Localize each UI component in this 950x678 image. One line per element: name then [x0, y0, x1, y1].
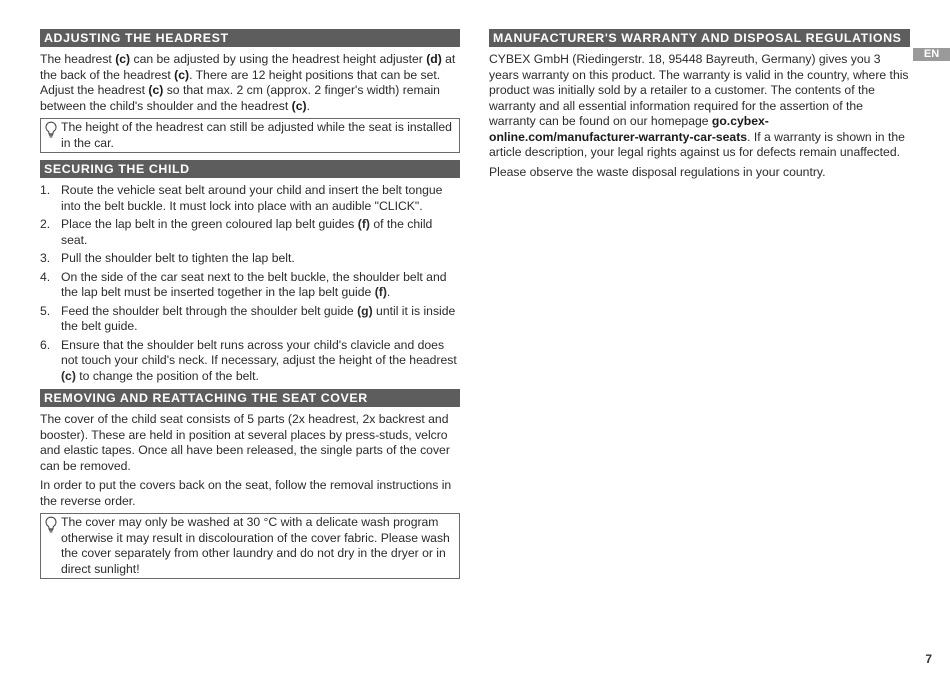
list-item — [40, 251, 460, 267]
reference-label: (d) — [426, 52, 442, 66]
step-number: 4. — [40, 269, 51, 284]
text-segment: The headrest — [40, 52, 116, 66]
paragraph — [489, 52, 910, 161]
warranty-text: CYBEX GmbH (Riedingerstr. 18, 95448 Bayreuth, Germany) gives you 3 years warranty on this product. The warranty is valid in the country, where this product was initially sold by a retailer to a customer. The contents of the warranty and all essential information required for the assertion of the warranty can be found on our homepage — [489, 52, 909, 128]
step-text — [61, 270, 447, 300]
section-securing — [40, 160, 460, 384]
section-heading: MANUFACTURER'S WARRANTY AND DISPOSAL REGULATIONS — [489, 29, 910, 47]
step-number: 2. — [40, 217, 51, 231]
reference-label: (g) — [357, 303, 373, 318]
reference-label: (c) — [291, 98, 307, 113]
paragraph — [40, 52, 460, 114]
list-item — [40, 217, 460, 248]
paragraph: The cover of the child seat consists of 5 parts (2x headrest, 2x backrest and booster). These are held in position at several places by press-studs, velcro and elastic tapes. Once all have been released, the single parts of the cover can be removed. — [40, 412, 450, 473]
text-segment: of the child seat. — [61, 217, 433, 247]
list-item — [40, 270, 460, 301]
section-headrest — [40, 29, 460, 153]
text-segment: until it is inside the belt guide. — [61, 303, 456, 333]
step-number: 1. — [40, 183, 51, 197]
step-number: 5. — [40, 303, 51, 318]
section-warranty — [489, 29, 910, 180]
text-segment: Feed the shoulder belt through the shoulder belt guide — [61, 303, 358, 318]
step-number: 6. — [40, 337, 51, 352]
step-text — [61, 251, 295, 265]
text-segment: to change the position of the belt. — [75, 368, 259, 383]
tip-text: The cover may only be washed at 30 °C with a delicate wash program otherwise it may result in discolouration of the cover fabric. Please wash the cover separately from other laundry and do not dry in the dryer or in direct sunlight! — [61, 515, 450, 576]
reference-label: (c) — [174, 67, 190, 82]
text-segment: On the side of the car seat next to the belt buckle, the shoulder belt and the lap belt must be inserted together in the lap belt guide — [61, 269, 447, 299]
text-segment: at the back of the headrest — [40, 52, 456, 82]
section-heading: REMOVING AND REATTACHING THE SEAT COVER — [40, 389, 460, 407]
list-item — [40, 338, 460, 385]
list-item — [40, 183, 460, 214]
tip-text: The height of the headrest can still be adjusted while the seat is installed in the car. — [61, 120, 452, 150]
step-number: 3. — [40, 251, 51, 265]
list-item — [40, 304, 460, 335]
tip-box — [40, 118, 460, 153]
steps-list — [40, 183, 460, 384]
text-segment: Pull the shoulder belt to tighten the lap belt. — [61, 251, 295, 265]
warranty-text: . If a warranty is shown in the article description, your legal rights against us for defects remain unaffected. — [489, 129, 905, 159]
text-segment: . — [386, 285, 391, 299]
step-text — [61, 338, 457, 383]
tip-box — [40, 513, 460, 579]
reference-label: (f) — [357, 217, 370, 231]
text-segment: Place the lap belt in the green coloured lap belt guides — [61, 217, 358, 231]
right-column — [489, 29, 910, 184]
reference-label: (c) — [148, 83, 164, 97]
reference-label: (c) — [61, 368, 76, 383]
text-segment: Ensure that the shoulder belt runs across your child's clavicle and does not touch your child's neck. If necessary, adjust the height of the headrest — [61, 337, 457, 367]
step-text — [61, 217, 432, 247]
text-segment: Route the vehicle seat belt around your child and insert the belt tongue into the belt buckle. It must lock into place with an audible "CLICK". — [61, 183, 443, 213]
text-segment: can be adjusted by using the headrest height adjuster — [130, 52, 427, 66]
step-text — [61, 183, 442, 213]
text-segment: . — [306, 98, 310, 113]
text-segment: . There are 12 height positions that can be set. Adjust the headrest — [40, 67, 441, 97]
step-text — [61, 304, 455, 334]
section-seat-cover — [40, 389, 460, 579]
section-heading: ADJUSTING THE HEADREST — [40, 29, 460, 47]
language-tab: EN — [913, 48, 950, 61]
text-segment: so that max. 2 cm (approx. 2 finger's width) remain between the child's shoulder and the headrest — [40, 83, 440, 113]
lightbulb-icon — [44, 516, 58, 533]
section-heading: SECURING THE CHILD — [40, 160, 460, 178]
paragraph: In order to put the covers back on the seat, follow the removal instructions in the reverse order. — [40, 478, 452, 508]
reference-label: (c) — [115, 52, 131, 66]
reference-label: (f) — [374, 285, 387, 299]
lightbulb-icon — [44, 121, 58, 138]
page-number: 7 — [925, 652, 932, 666]
paragraph: Please observe the waste disposal regulations in your country. — [489, 164, 826, 179]
left-column — [40, 29, 460, 586]
warranty-link[interactable]: go.cybex-online.com/manufacturer-warranty-car-seats — [489, 114, 769, 144]
